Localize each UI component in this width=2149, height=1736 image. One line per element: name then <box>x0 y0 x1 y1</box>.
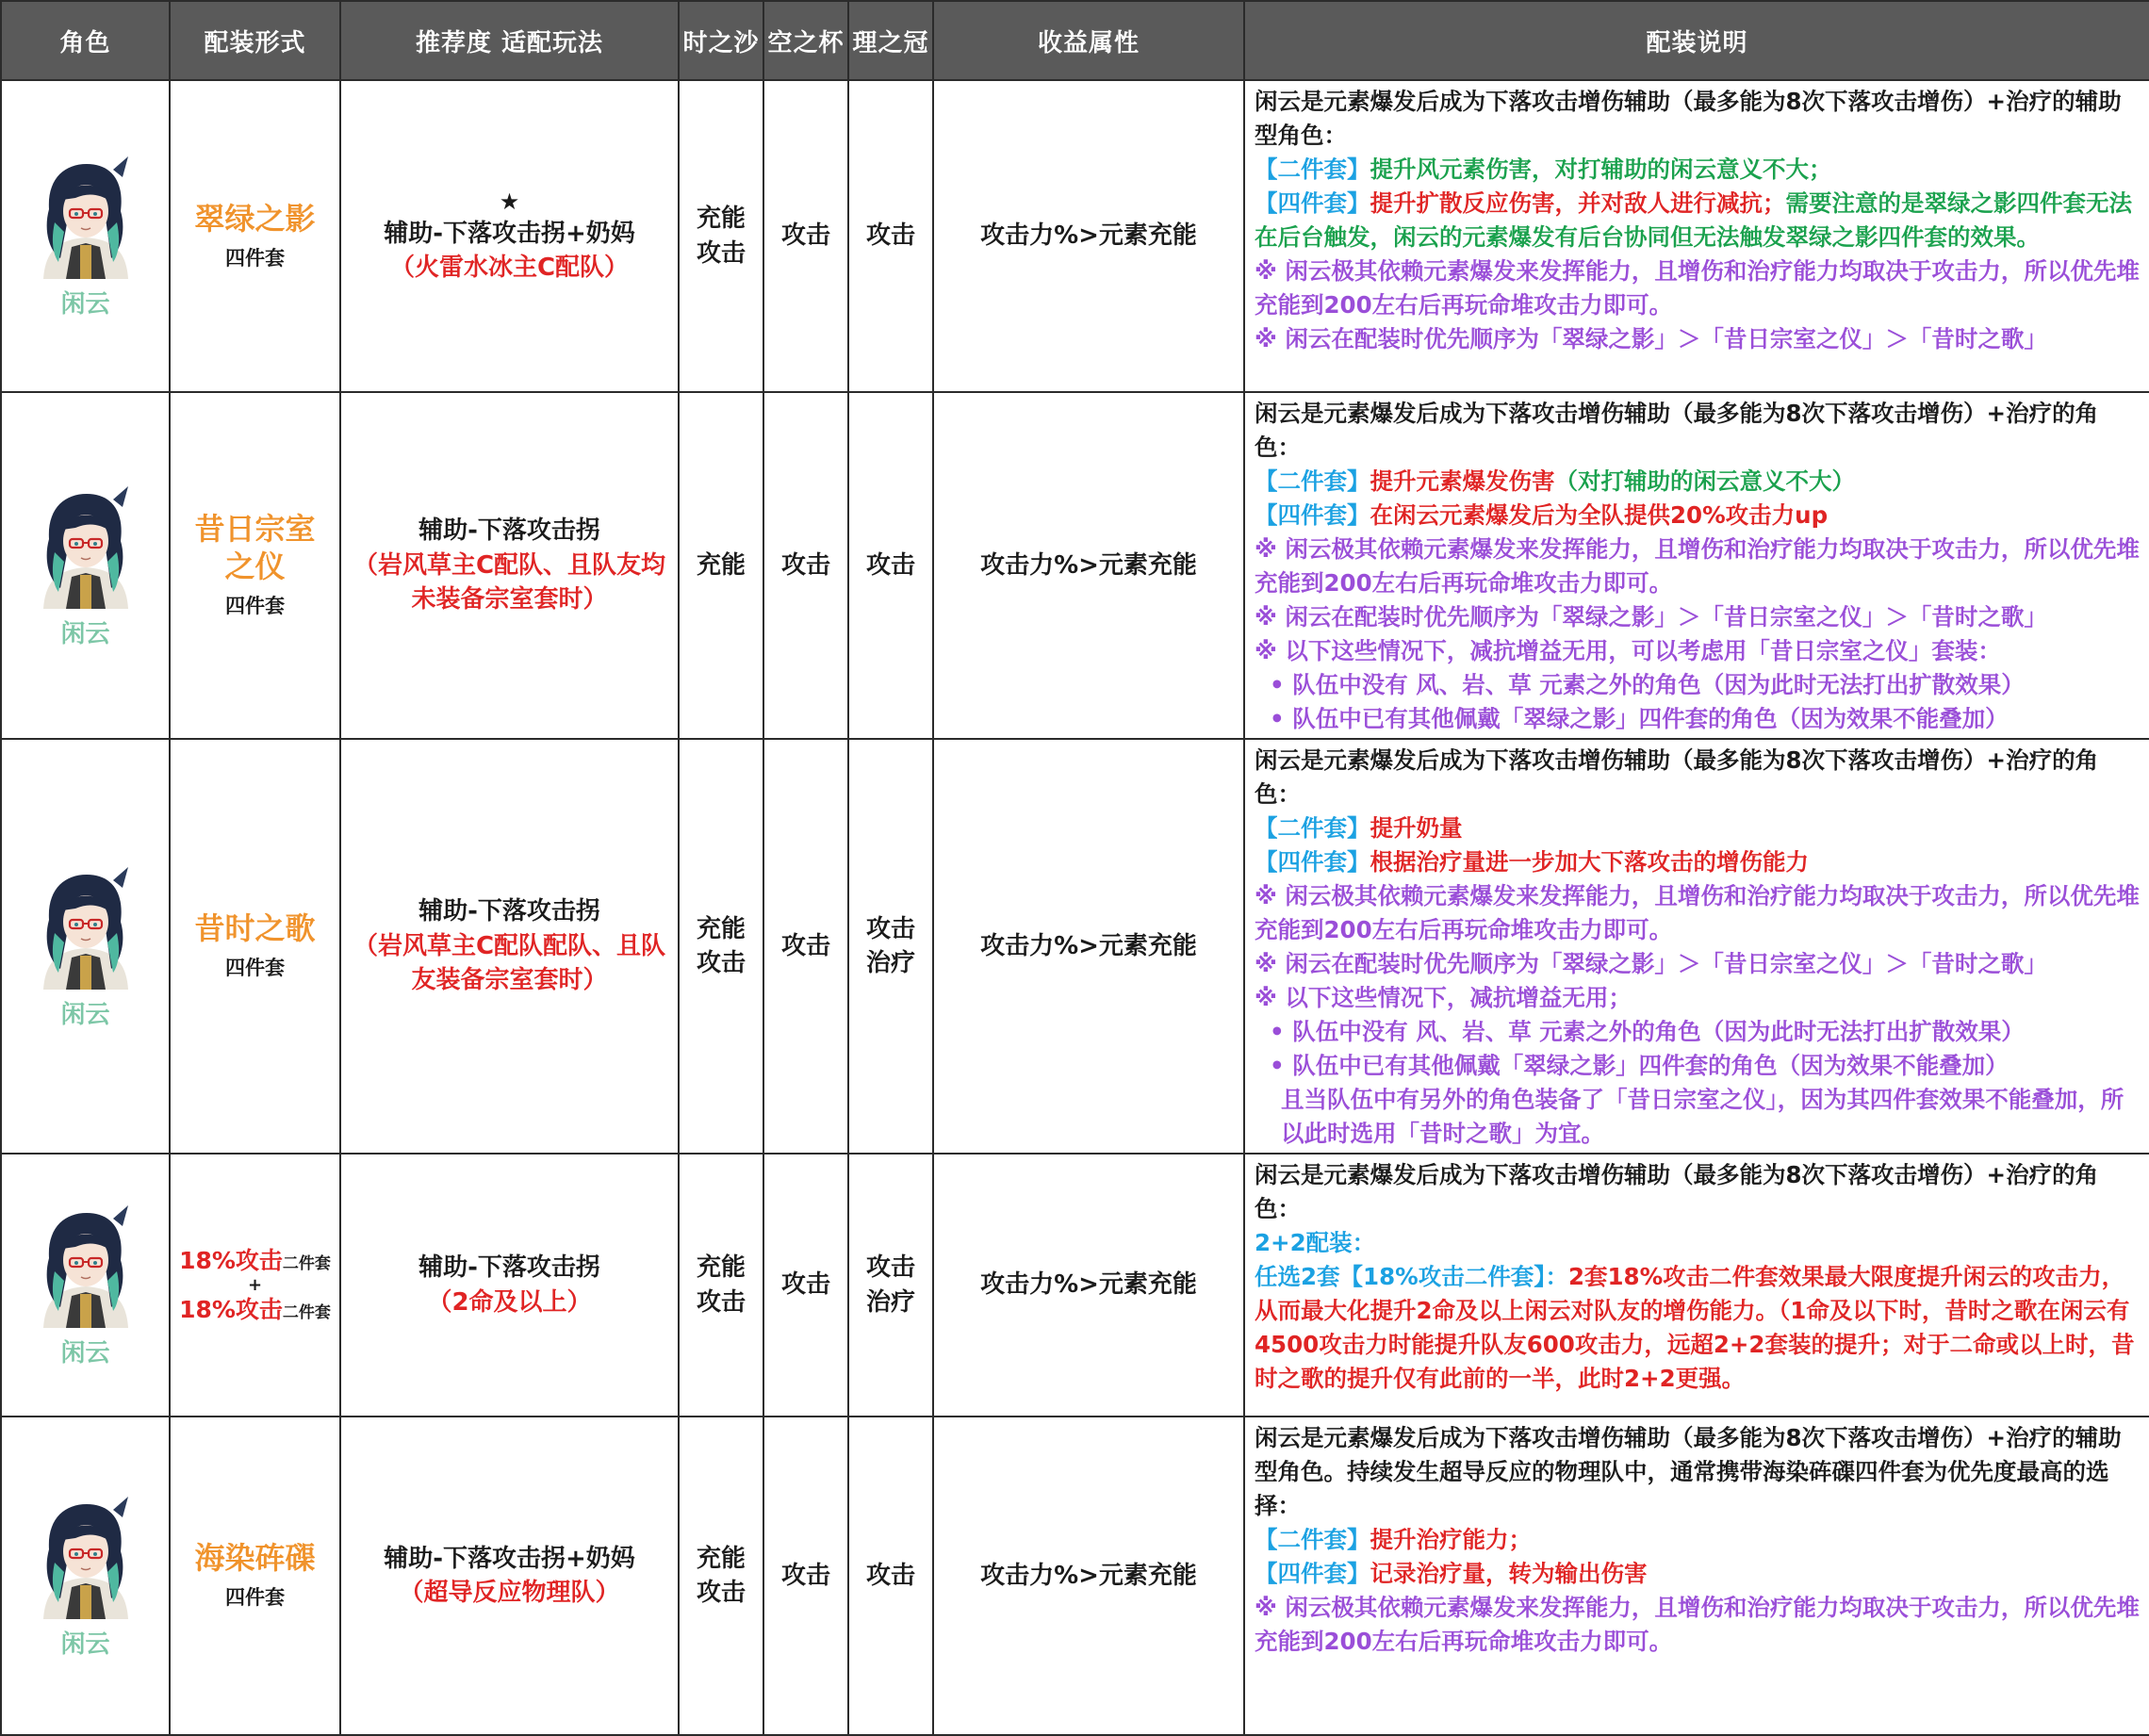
role-usage: 辅助-下落攻击拐 <box>418 897 600 926</box>
role-cell <box>1 1417 170 1735</box>
stats-cell: 攻击力%>元素充能 <box>933 1154 1244 1417</box>
note-label: 【四件套】 <box>1255 501 1370 529</box>
note-line: 且当队伍中有另外的角色装备了「昔日宗室之仪」，因为其四件套效果不能叠加，所以此时选用「昔时之歌」为宜。 <box>1281 1086 2124 1147</box>
circlet-value: 攻击 <box>865 1561 915 1590</box>
note-line: 闲云是元素爆发后成为下落攻击增伤辅助（最多能为8次下落攻击增伤）+治疗的角色： <box>1255 746 2099 808</box>
note-line: ※ 以下这些情况下，减抗增益无用； <box>1255 984 1632 1011</box>
goblet-cell <box>763 1417 848 1735</box>
sands-value: 充能 <box>696 205 746 234</box>
team-comp: （2命及以上） <box>427 1287 592 1317</box>
character-portrait-icon <box>30 863 141 990</box>
notes-cell <box>1244 80 2149 392</box>
set-cell <box>170 1154 340 1417</box>
circlet-value: 攻击 <box>865 550 915 580</box>
role-usage: 辅助-下落攻击拐+奶妈 <box>384 1544 635 1573</box>
sands-value: 充能 <box>696 1544 746 1573</box>
note-label: 任选2套【18%攻击二件套】： <box>1255 1263 1568 1290</box>
circlet-cell <box>848 739 933 1154</box>
team-comp: 未装备宗室套时） <box>411 585 608 614</box>
note-line <box>1255 1523 2141 1557</box>
table-row <box>1 392 2149 739</box>
recommend-cell <box>340 392 679 739</box>
note-label: 【二件套】 <box>1255 814 1370 842</box>
character-portrait-icon <box>30 483 141 609</box>
note-line: ※ 闲云极其依赖元素爆发来发挥能力，且增伤和治疗能力均取决于攻击力，所以优先堆充能到200左右后再玩命堆攻击力即可。 <box>1255 882 2140 943</box>
note-line: • 队伍中没有 风、岩、草 元素之外的角色（因为此时无法打出扩散效果） <box>1270 1018 2025 1045</box>
goblet-value: 攻击 <box>780 931 830 960</box>
role-cell <box>1 80 170 392</box>
sands-cell <box>679 392 763 739</box>
team-comp: （岩风草主C配队配队、且队 <box>353 931 666 960</box>
note-line: ※ 闲云极其依赖元素爆发来发挥能力，且增伤和治疗能力均取决于攻击力，所以优先堆充能到200左右后再玩命堆攻击力即可。 <box>1255 1594 2140 1655</box>
set-name: 昔时之歌 <box>194 910 316 947</box>
header-recommend: 推荐度 适配玩法 <box>340 1 679 80</box>
character-name: 闲云 <box>60 290 110 319</box>
note-line: 闲云是元素爆发后成为下落攻击增伤辅助（最多能为8次下落攻击增伤）+治疗的角色： <box>1255 1161 2099 1222</box>
note-label: 【四件套】 <box>1255 1560 1370 1587</box>
set-mix-a-type: 二件套 <box>282 1253 331 1273</box>
sands-cell <box>679 739 763 1154</box>
set-mix-a <box>171 1245 339 1277</box>
character-name: 闲云 <box>60 619 110 648</box>
goblet-value: 攻击 <box>780 221 830 251</box>
character-portrait-icon <box>30 1202 141 1328</box>
circlet-value: 攻击 <box>865 914 915 943</box>
header-sands: 时之沙 <box>679 1 763 80</box>
set-mix-b <box>171 1294 339 1326</box>
table-row <box>1 1154 2149 1417</box>
circlet-cell <box>848 1417 933 1735</box>
stats-cell: 攻击力%>元素充能 <box>933 392 1244 739</box>
sands-value: 充能 <box>696 550 746 580</box>
note-label: 【二件套】 <box>1255 1526 1370 1553</box>
sands-value: 攻击 <box>696 238 746 268</box>
table-row <box>1 739 2149 1154</box>
circlet-value: 攻击 <box>865 1253 915 1283</box>
note-line: ※ 闲云在配装时优先顺序为「翠绿之影」＞「昔日宗室之仪」＞「昔时之歌」 <box>1255 950 2047 977</box>
note-text: 提升扩散反应伤害，并对敌人进行减抗； <box>1370 189 1786 217</box>
circlet-cell <box>848 80 933 392</box>
set-cell <box>170 1417 340 1735</box>
note-text: 在闲云元素爆发后为全队提供20%攻击力up <box>1370 501 1829 529</box>
note-label: 【四件套】 <box>1255 189 1370 217</box>
note-line <box>1255 1557 2141 1591</box>
note-line: • 队伍中没有 风、岩、草 元素之外的角色（因为此时无法打出扩散效果） <box>1270 671 2025 698</box>
set-cell <box>170 80 340 392</box>
circlet-value: 攻击 <box>865 221 915 251</box>
recommend-cell <box>340 739 679 1154</box>
note-text: 提升风元素伤害，对打辅助的闲云意义不大； <box>1370 156 1832 183</box>
role-cell <box>1 392 170 739</box>
note-extra: （对打辅助的闲云意义不大） <box>1554 467 1855 495</box>
goblet-cell <box>763 392 848 739</box>
goblet-value: 攻击 <box>780 1270 830 1300</box>
header-stats: 收益属性 <box>933 1 1244 80</box>
note-label: 【四件套】 <box>1255 848 1370 876</box>
set-name: 昔日宗室 <box>194 511 316 548</box>
note-text: 根据治疗量进一步加大下落攻击的增伤能力 <box>1370 848 1809 876</box>
role-usage: 辅助-下落攻击拐 <box>418 516 600 546</box>
team-comp: （超导反应物理队） <box>399 1579 620 1607</box>
recommend-cell <box>340 80 679 392</box>
note-line <box>1255 153 2141 187</box>
table-row <box>1 1417 2149 1735</box>
note-line <box>1255 465 2141 499</box>
role-cell <box>1 739 170 1154</box>
team-comp: 友装备宗室套时） <box>411 966 608 995</box>
sands-cell <box>679 1417 763 1735</box>
sands-value: 攻击 <box>696 949 746 977</box>
note-line: ※ 闲云极其依赖元素爆发来发挥能力，且增伤和治疗能力均取决于攻击力，所以优先堆充能到200左右后再玩命堆攻击力即可。 <box>1255 535 2140 597</box>
note-line: 闲云是元素爆发后成为下落攻击增伤辅助（最多能为8次下落攻击增伤）+治疗的角色： <box>1255 400 2099 461</box>
recommend-cell <box>340 1417 679 1735</box>
table-row <box>1 80 2149 392</box>
team-comp: （岩风草主C配队、且队友均 <box>353 550 666 580</box>
note-line: 闲云是元素爆发后成为下落攻击增伤辅助（最多能为8次下落攻击增伤）+治疗的辅助型角色： <box>1255 88 2122 149</box>
goblet-cell <box>763 80 848 392</box>
character-name: 闲云 <box>60 1339 110 1368</box>
role-usage: 辅助-下落攻击拐 <box>418 1253 600 1283</box>
character-name: 闲云 <box>60 1000 110 1029</box>
set-mix-a-name: 18%攻击 <box>179 1246 283 1274</box>
set-mix-plus: + <box>247 1274 263 1295</box>
note-extra: 需要注意的是翠绿之影四件套无法在后台触发，闲云的元素爆发有后台协同但无法触发翠绿之影四件套的效果。 <box>1255 189 2132 251</box>
note-line: ※ 闲云极其依赖元素爆发来发挥能力，且增伤和治疗能力均取决于攻击力，所以优先堆充能到200左右后再玩命堆攻击力即可。 <box>1255 257 2140 319</box>
set-mix-b-type: 二件套 <box>282 1302 331 1322</box>
note-line: • 队伍中已有其他佩戴「翠绿之影」四件套的角色（因为效果不能叠加） <box>1270 705 2009 732</box>
circlet-value: 治疗 <box>865 949 915 977</box>
note-line: ※ 闲云在配装时优先顺序为「翠绿之影」＞「昔日宗室之仪」＞「昔时之歌」 <box>1255 603 2047 631</box>
set-type: 四件套 <box>225 1586 285 1610</box>
note-text: 提升奶量 <box>1370 814 1463 842</box>
header-row <box>1 1 2149 80</box>
notes-cell <box>1244 392 2149 739</box>
note-label: 【二件套】 <box>1255 156 1370 183</box>
header-circlet: 理之冠 <box>848 1 933 80</box>
notes-cell <box>1244 1154 2149 1417</box>
note-line: • 队伍中已有其他佩戴「翠绿之影」四件套的角色（因为效果不能叠加） <box>1270 1052 2009 1079</box>
stats-cell: 攻击力%>元素充能 <box>933 1417 1244 1735</box>
note-text: 2套18%攻击二件套效果最大限度提升闲云的攻击力，从而最大化提升2命及以上闲云对队友的增伤能力。（1命及以下时，昔时之歌在闲云有4500攻击力时能提升队友600攻击力，远超2+2套装的提升；对于二命或以上时，昔时之歌的提升仅有此前的一半，此时2+2更强。 <box>1255 1263 2135 1392</box>
set-type: 四件套 <box>225 595 285 618</box>
note-line <box>1255 845 2141 879</box>
header-notes: 配装说明 <box>1244 1 2149 80</box>
role-cell <box>1 1154 170 1417</box>
character-portrait-icon <box>30 153 141 279</box>
set-name: 之仪 <box>224 549 286 585</box>
note-line: 闲云是元素爆发后成为下落攻击增伤辅助（最多能为8次下落攻击增伤）+治疗的辅助型角色。持续发生超导反应的物理队中，通常携带海染砗磲四件套为优先度最高的选择： <box>1255 1424 2122 1519</box>
goblet-cell <box>763 739 848 1154</box>
goblet-value: 攻击 <box>780 550 830 580</box>
header-goblet: 空之杯 <box>763 1 848 80</box>
note-line: ※ 以下这些情况下，减抗增益无用，可以考虑用「昔日宗室之仪」套装： <box>1255 637 2001 664</box>
recommend-cell <box>340 1154 679 1417</box>
sands-value: 充能 <box>696 914 746 943</box>
team-comp: （火雷水冰主C配队） <box>389 254 630 283</box>
goblet-value: 攻击 <box>780 1561 830 1590</box>
star-icon: ★ <box>499 188 520 215</box>
sands-cell <box>679 80 763 392</box>
notes-cell <box>1244 1417 2149 1735</box>
note-text: 提升元素爆发伤害 <box>1370 467 1555 495</box>
note-label: 【二件套】 <box>1255 467 1370 495</box>
notes-cell <box>1244 739 2149 1154</box>
circlet-cell <box>848 392 933 739</box>
set-cell <box>170 739 340 1154</box>
sands-value: 攻击 <box>696 1287 746 1317</box>
set-cell <box>170 392 340 739</box>
stats-cell: 攻击力%>元素充能 <box>933 80 1244 392</box>
set-type: 四件套 <box>225 957 285 980</box>
set-name: 翠绿之影 <box>194 200 316 237</box>
note-line <box>1255 1260 2141 1396</box>
note-line: 2+2配装： <box>1255 1229 1376 1256</box>
note-line <box>1255 811 2141 845</box>
note-line <box>1255 499 2141 532</box>
set-name: 海染砗磲 <box>194 1540 316 1577</box>
note-text: 记录治疗量，转为输出伤害 <box>1370 1560 1648 1587</box>
stats-cell: 攻击力%>元素充能 <box>933 739 1244 1154</box>
set-mix-b-name: 18%攻击 <box>179 1295 283 1323</box>
sands-cell <box>679 1154 763 1417</box>
note-text: 提升治疗能力； <box>1370 1526 1532 1553</box>
note-line <box>1255 187 2141 254</box>
role-usage: 辅助-下落攻击拐+奶妈 <box>384 219 635 248</box>
character-portrait-icon <box>30 1493 141 1619</box>
circlet-cell <box>848 1154 933 1417</box>
sands-value: 攻击 <box>696 1579 746 1607</box>
set-type: 四件套 <box>225 246 285 270</box>
note-line: ※ 闲云在配装时优先顺序为「翠绿之影」＞「昔日宗室之仪」＞「昔时之歌」 <box>1255 325 2047 352</box>
circlet-value: 治疗 <box>865 1287 915 1317</box>
character-name: 闲云 <box>60 1630 110 1659</box>
goblet-cell <box>763 1154 848 1417</box>
header-set-form: 配装形式 <box>170 1 340 80</box>
header-role: 角色 <box>1 1 170 80</box>
sands-value: 充能 <box>696 1253 746 1283</box>
